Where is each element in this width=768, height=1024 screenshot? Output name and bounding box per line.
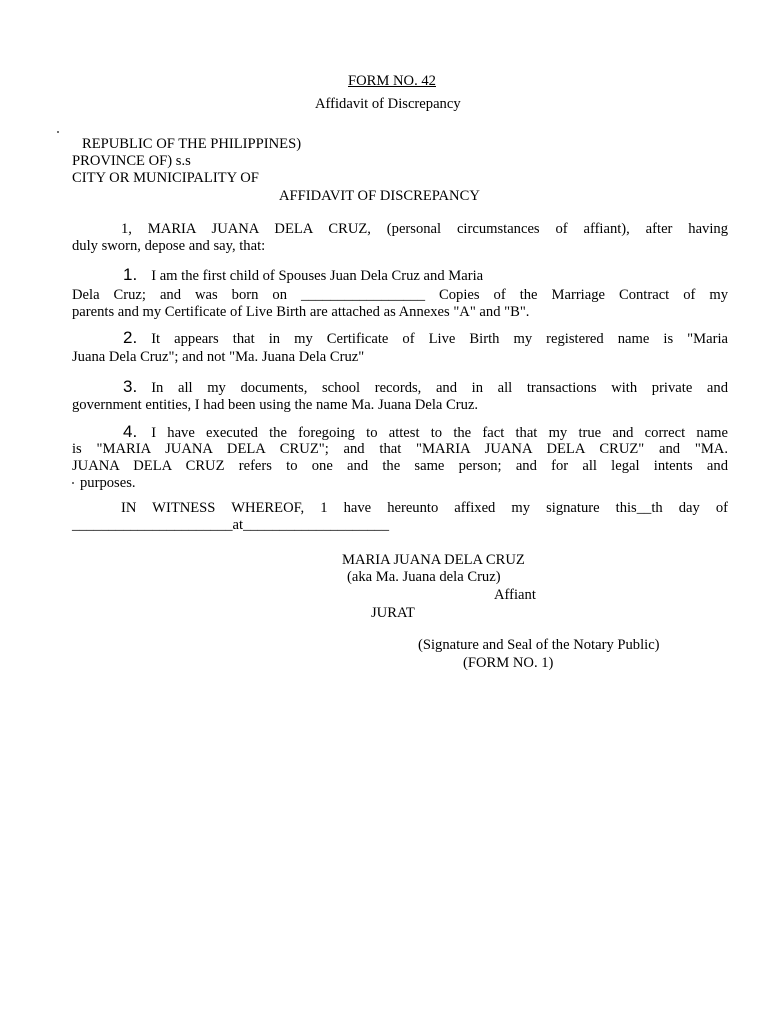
intro-line-2: duly sworn, depose and say, that:: [72, 238, 266, 254]
item-4-number: 4.: [123, 422, 138, 441]
item-3-first-line: [123, 378, 728, 397]
caption-republic: REPUBLIC OF THE PHILIPPINES): [82, 136, 302, 152]
scan-speck: [57, 131, 59, 133]
form-number: FORM NO. 42: [348, 73, 436, 89]
item-1-line-2: Dela Cruz; and was born on _________________ Copies of the Marriage Contract of my: [72, 287, 728, 303]
item-1-text: I am the first child of Spouses Juan Dela Cruz and Maria: [151, 268, 484, 284]
caption-province: PROVINCE OF) s.s: [72, 153, 191, 169]
document-subtitle: Affidavit of Discrepancy: [315, 96, 461, 112]
item-4-line-2: is "MARIA JUANA DELA CRUZ"; and that "MARIA JUANA DELA CRUZ" and "MA.: [72, 441, 728, 457]
scan-speck: [72, 482, 74, 484]
item-4-text: I have executed the foregoing to attest to the fact that my true and correct name: [151, 425, 728, 441]
item-3-text: In all my documents, school records, and in all transactions with private and: [151, 380, 728, 396]
affiant-name: MARIA JUANA DELA CRUZ: [342, 552, 525, 568]
affiant-aka: (aka Ma. Juana dela Cruz): [347, 569, 501, 585]
item-1-number: 1.: [123, 265, 138, 284]
item-2-number: 2.: [123, 328, 138, 347]
witness-line-2: ______________________at____________________: [72, 517, 390, 533]
item-2-text: It appears that in my Certificate of Live Birth my registered name is "Maria: [151, 331, 728, 347]
notary-form-reference: (FORM NO. 1): [463, 655, 554, 671]
intro-line-1: 1, MARIA JUANA DELA CRUZ, (personal circumstances of affiant), after having: [121, 221, 728, 237]
item-1-line-3: parents and my Certificate of Live Birth are attached as Annexes "A" and "B".: [72, 304, 530, 320]
item-2-first-line: [123, 329, 728, 348]
affidavit-title: AFFIDAVIT OF DISCREPANCY: [279, 188, 480, 204]
affiant-label: Affiant: [494, 587, 536, 603]
item-4-line-4: purposes.: [80, 475, 136, 491]
caption-city: CITY OR MUNICIPALITY OF: [72, 170, 259, 186]
item-2-line-2: Juana Dela Cruz"; and not "Ma. Juana Dela Cruz": [72, 349, 365, 365]
item-1-first-line: [123, 266, 483, 285]
jurat-heading: JURAT: [371, 605, 415, 621]
item-4-first-line: [123, 423, 728, 442]
item-3-number: 3.: [123, 377, 138, 396]
notary-signature-line: (Signature and Seal of the Notary Public): [418, 637, 660, 653]
item-4-line-3: JUANA DELA CRUZ refers to one and the same person; and for all legal intents and: [72, 458, 728, 474]
witness-line-1: IN WITNESS WHEREOF, 1 have hereunto affixed my signature this__th day of: [121, 500, 728, 516]
item-3-line-2: government entities, I had been using the name Ma. Juana Dela Cruz.: [72, 397, 479, 413]
